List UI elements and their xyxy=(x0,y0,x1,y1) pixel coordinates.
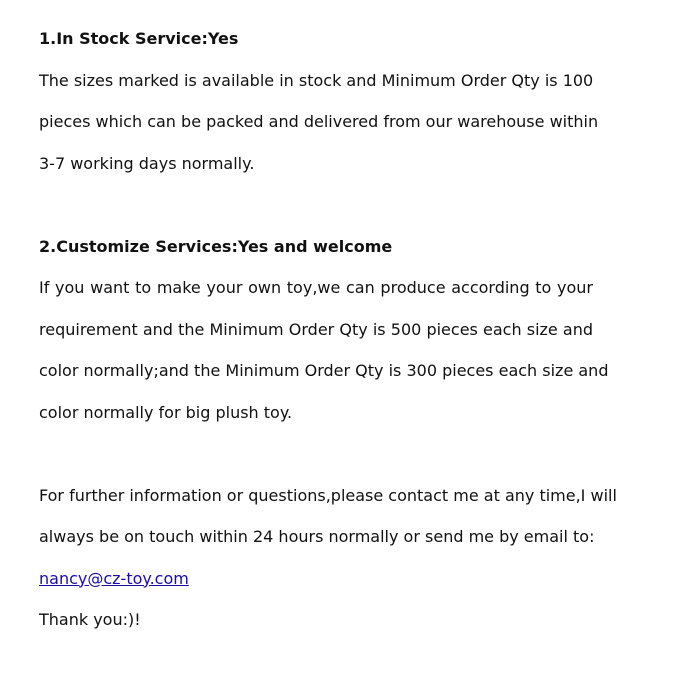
section-spacer xyxy=(39,439,593,481)
customize-text-line-1: If you want to make your own toy,we can produce according to your xyxy=(39,278,593,297)
in-stock-text-line-2: pieces which can be packed and delivered from our warehouse within xyxy=(39,112,599,131)
in-stock-text-line-1: The sizes marked is available in stock and Minimum Order Qty is 100 xyxy=(39,70,594,90)
closing-text: Thank you:)! xyxy=(39,610,141,629)
contact-text-line-2: always be on touch within 24 hours normally or send me by email to: xyxy=(39,527,595,546)
in-stock-heading: 1.In Stock Service:Yes xyxy=(39,29,239,48)
email-line xyxy=(39,564,593,606)
document-body xyxy=(39,24,617,647)
customize-text-line-3: color normally;and the Minimum Order Qty is 300 pieces each size and xyxy=(39,361,609,380)
section-spacer xyxy=(39,190,593,232)
in-stock-text-line-3: 3-7 working days normally. xyxy=(39,153,255,173)
customize-text-line-4: color normally for big plush toy. xyxy=(39,402,293,422)
email-link[interactable]: nancy@cz-toy.com xyxy=(39,568,189,588)
customize-text-line-2: requirement and the Minimum Order Qty is 500 pieces each size and xyxy=(39,319,593,339)
contact-text-line-1: For further information or questions,please contact me at any time,I will xyxy=(39,485,617,505)
customize-heading: 2.Customize Services:Yes and welcome xyxy=(39,236,393,256)
